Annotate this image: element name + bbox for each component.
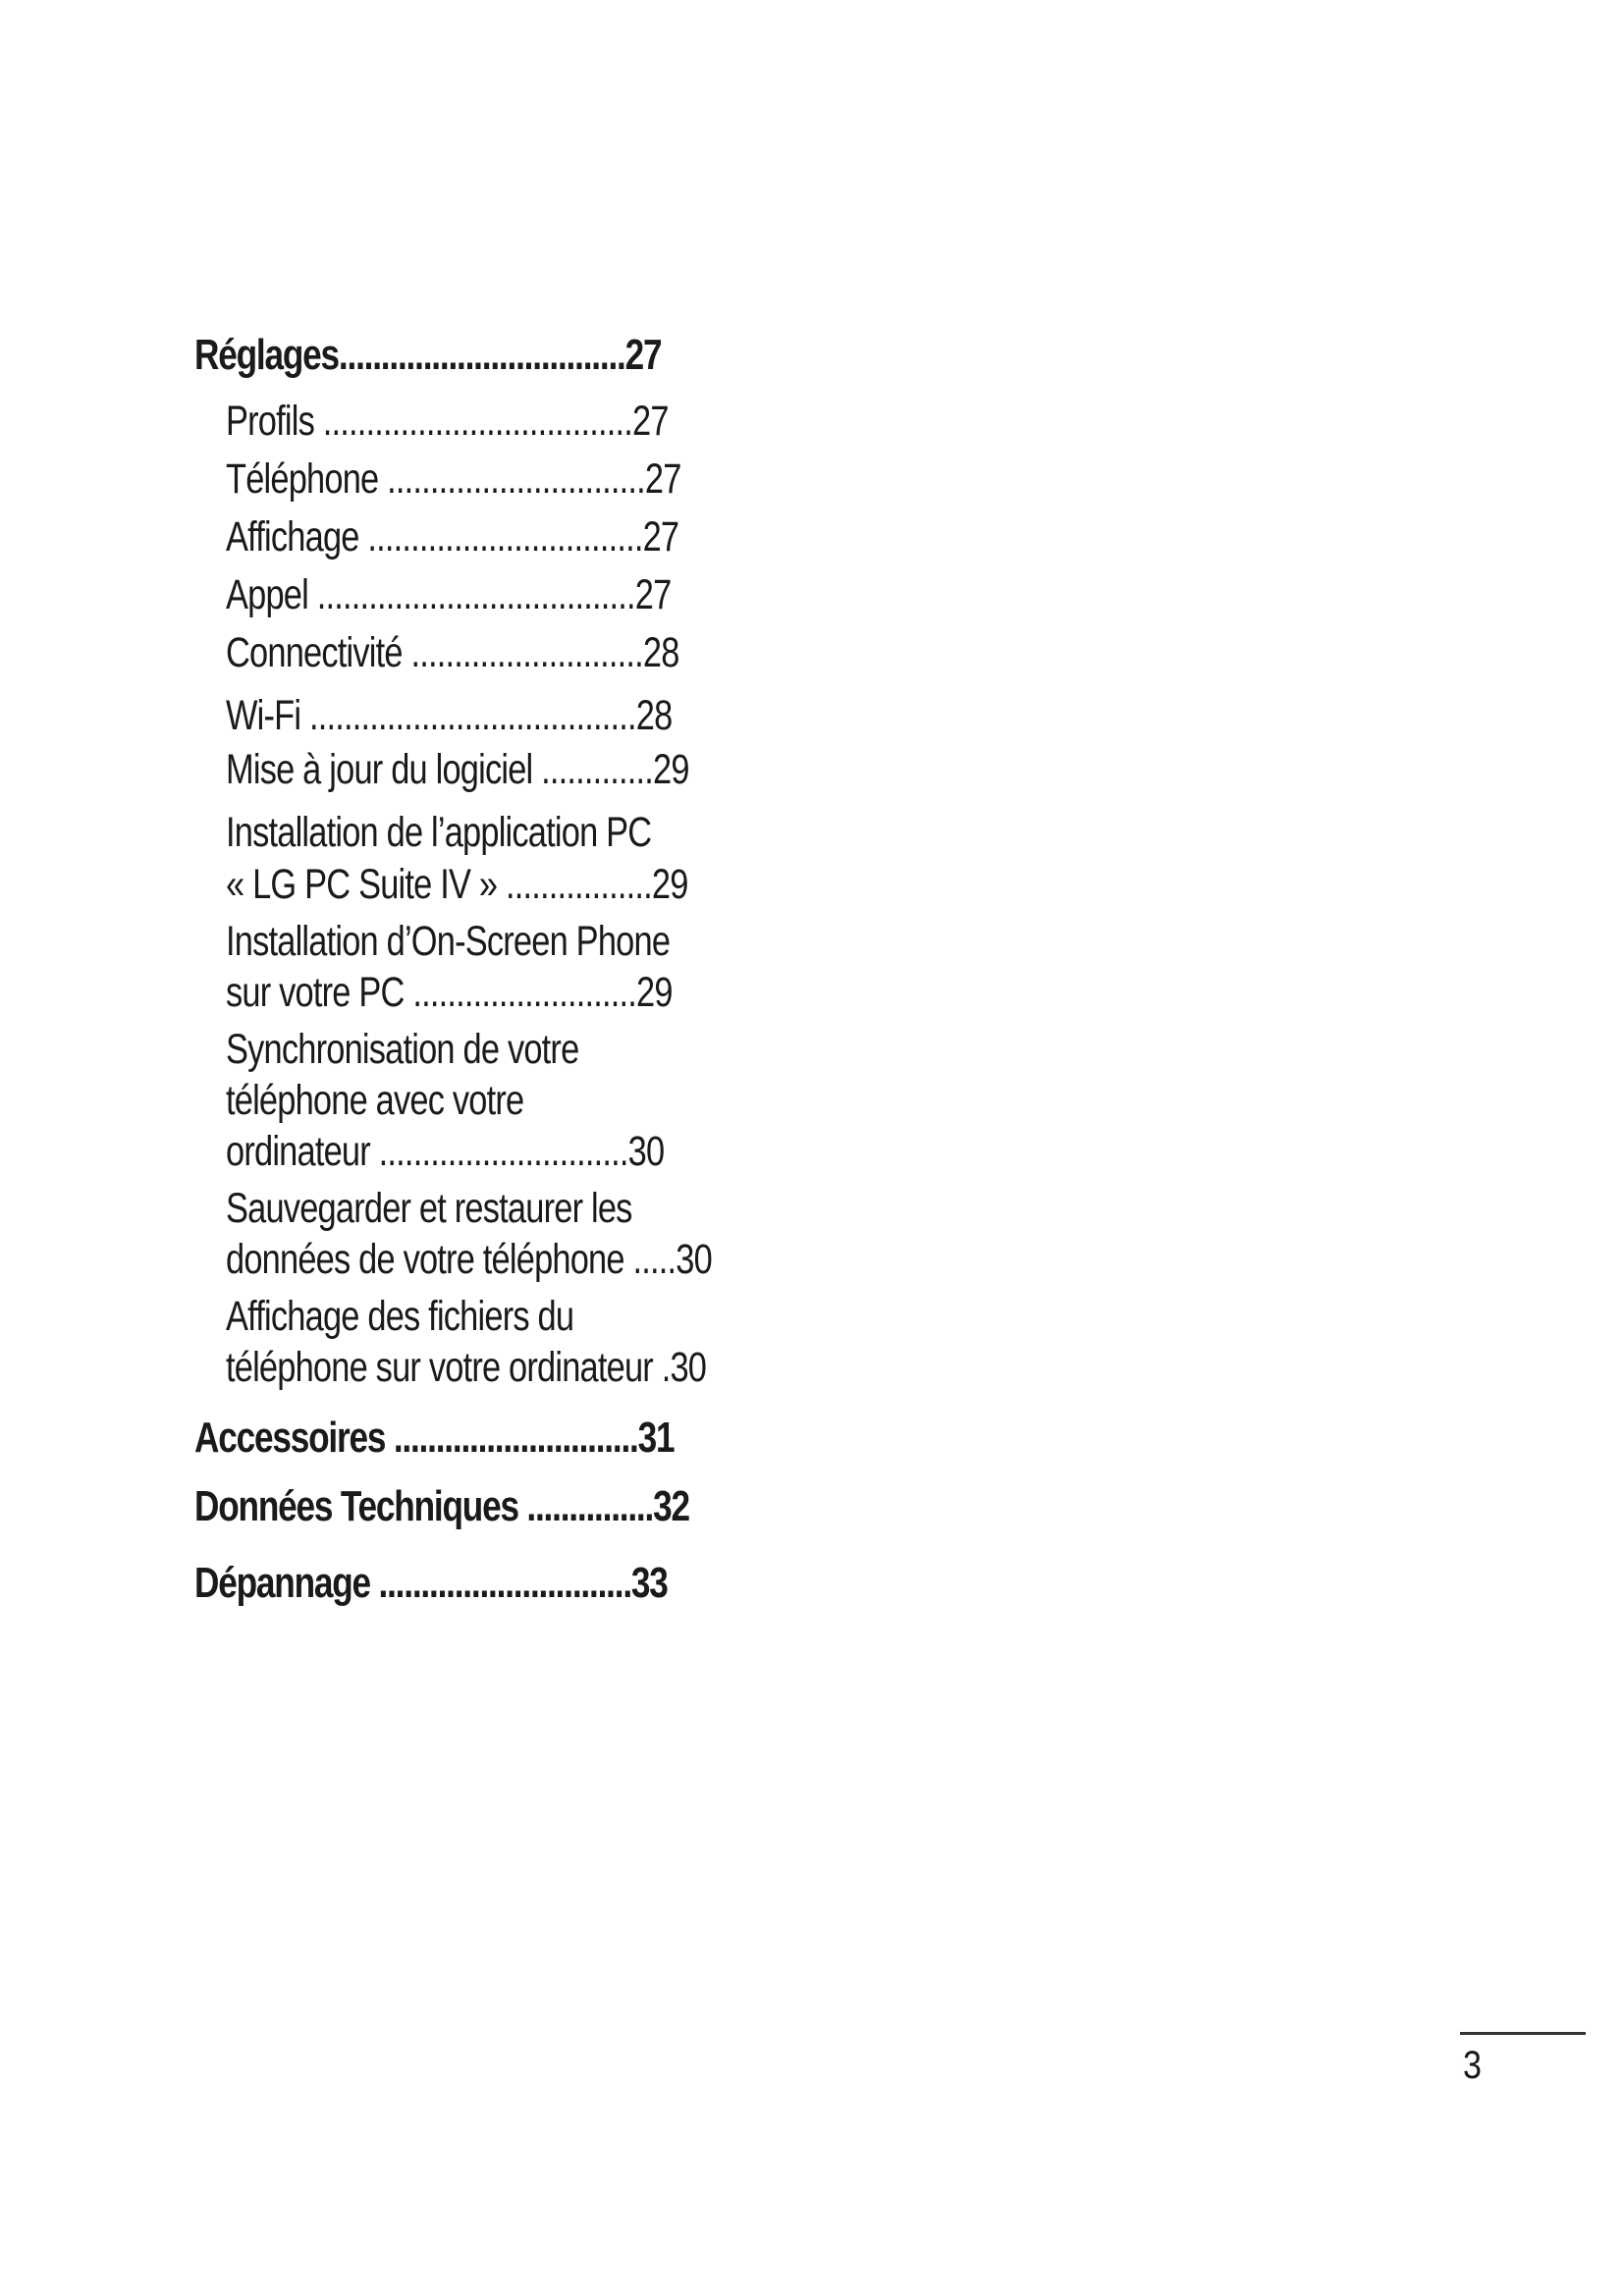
page-number: 3 [1463, 2044, 1482, 2087]
toc-entry-appel: Appel .....................................27 [226, 571, 672, 618]
toc-entry-profils: Profils ....................................27 [226, 398, 669, 445]
toc-entry-telephone: Téléphone ..............................27 [226, 455, 681, 503]
toc-entry-synchronisation-cont1: téléphone avec votre [226, 1077, 524, 1124]
toc-entry-affichage-fichiers-cont: téléphone sur votre ordinateur .30 [226, 1344, 707, 1391]
toc-entry-installation-osp-cont: sur votre PC ..........................29 [226, 969, 673, 1016]
toc-entry-depannage: Dépannage ..............................33 [194, 1559, 668, 1607]
toc-entry-installation-osp: Installation d’On-Screen Phone [226, 918, 671, 965]
toc-entry-sauvegarder: Sauvegarder et restaurer les [226, 1185, 632, 1232]
toc-entry-installation-pc-cont: « LG PC Suite IV » .................29 [226, 861, 688, 908]
toc-entry-installation-pc: Installation de l’application PC [226, 809, 652, 856]
toc-entry-synchronisation-cont2: ordinateur .............................30 [226, 1128, 665, 1175]
toc-entry-reglages: Réglages..................................27 [194, 331, 662, 379]
toc-entry-synchronisation: Synchronisation de votre [226, 1026, 579, 1073]
toc-entry-wifi: Wi-Fi ......................................28 [226, 692, 673, 739]
toc-entry-affichage: Affichage ................................27 [226, 513, 679, 561]
toc-entry-accessoires: Accessoires .............................31 [194, 1414, 675, 1462]
page-number-rule [1460, 2032, 1586, 2035]
toc-entry-connectivite: Connectivité ...........................28 [226, 629, 679, 676]
toc-entry-affichage-fichiers: Affichage des fichiers du [226, 1293, 574, 1340]
toc-entry-sauvegarder-cont: données de votre téléphone .....30 [226, 1236, 712, 1283]
toc-entry-donnees-techniques: Données Techniques ...............32 [194, 1482, 689, 1530]
toc-entry-mise-a-jour: Mise à jour du logiciel .............29 [226, 746, 689, 793]
